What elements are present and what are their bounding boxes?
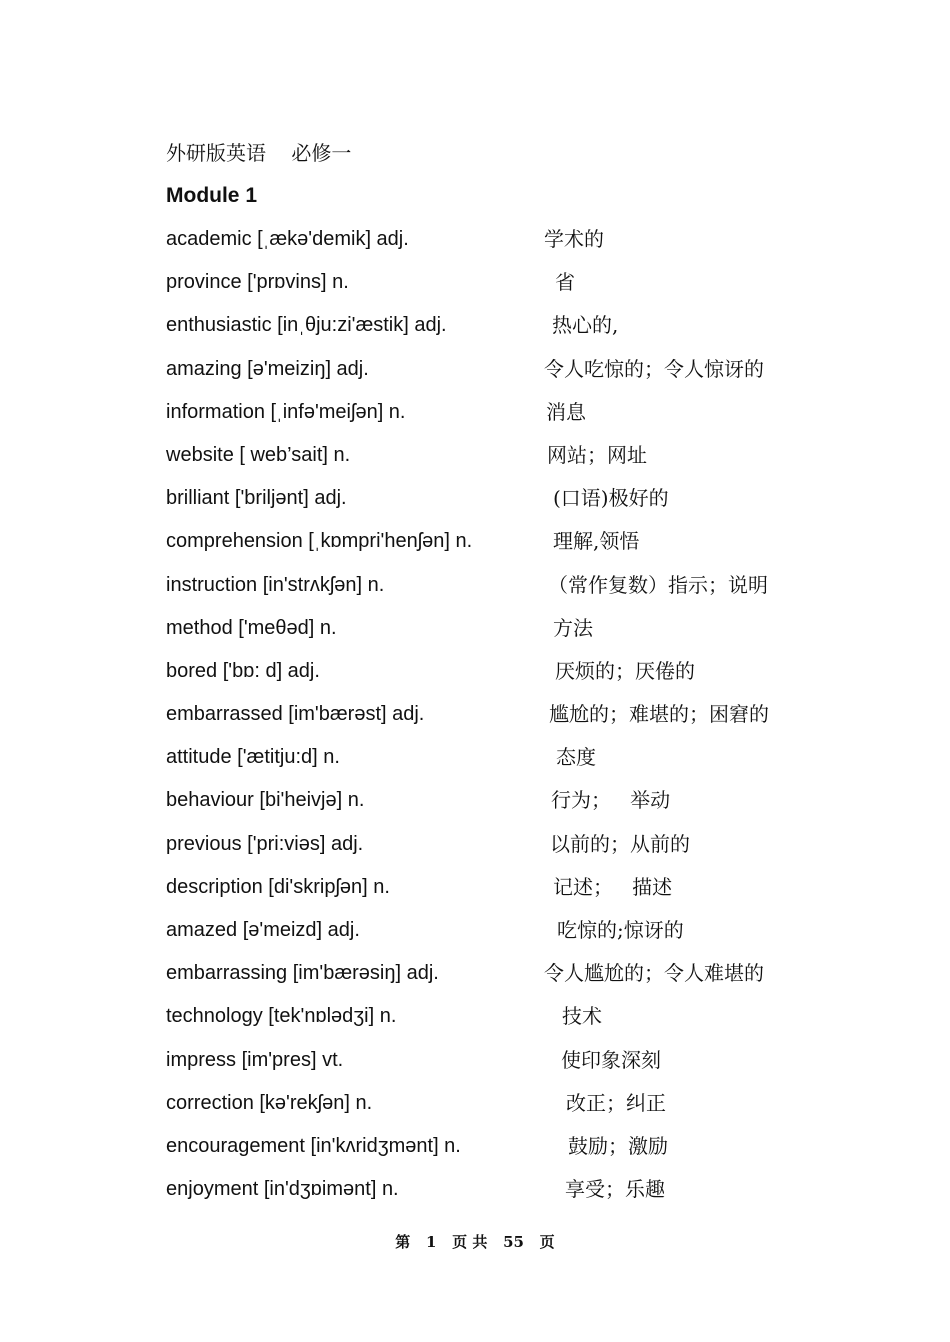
vocab-term: amazing [ə'meiziŋ] adj.: [166, 357, 369, 380]
vocab-meaning: 理解,领悟: [553, 529, 640, 554]
vocab-entry: [0, 485, 950, 528]
vocab-term: behaviour [bi'heivjə] n.: [166, 789, 365, 812]
vocab-term: enjoyment [in'dʒɒimənt] n.: [166, 1178, 399, 1201]
page-footer: [0, 1231, 950, 1253]
vocab-term: encouragement [in'kʌridʒmənt] n.: [166, 1134, 461, 1157]
vocab-meaning: 热心的,: [552, 313, 619, 338]
vocab-entry: [0, 528, 950, 571]
vocab-term: attitude ['ætitju:d] n.: [166, 746, 340, 769]
vocab-term: correction [kə'rekʃən] n.: [166, 1091, 373, 1114]
vocab-entry: [0, 572, 950, 615]
vocab-term: bored ['bɒ: d] adj.: [166, 659, 320, 682]
vocab-entry: [0, 269, 950, 312]
vocab-meaning: 令人尴尬的；令人难堪的: [544, 961, 764, 986]
vocabulary-list: [0, 226, 950, 1219]
vocab-entry: [0, 874, 950, 917]
vocab-meaning: 网站；网址: [547, 442, 647, 467]
vocab-term: amazed [ə'meizd] adj.: [166, 919, 360, 941]
vocab-term: enthusiastic [inˌθju:zi'æstik] adj.: [166, 314, 447, 337]
vocab-meaning: 技术: [562, 1004, 602, 1029]
vocab-meaning: 消息: [546, 399, 586, 424]
vocab-term: embarrassing [im'bærəsiŋ] adj.: [166, 962, 439, 985]
vocab-meaning: 改正；纠正: [566, 1090, 666, 1115]
vocab-meaning: 行为； 举动: [551, 788, 671, 813]
footer-page-number: 1: [426, 1233, 437, 1251]
vocab-meaning: (口语)极好的: [553, 486, 669, 511]
vocab-entry: [0, 1003, 950, 1046]
vocab-term: embarrassed [im'bærəst] adj.: [166, 703, 425, 726]
vocab-entry: [0, 960, 950, 1003]
vocab-meaning: 记述； 描述: [553, 874, 673, 899]
vocab-entry: [0, 701, 950, 744]
vocab-term: instruction [in'strʌkʃən] n.: [166, 573, 385, 596]
vocab-meaning: 方法: [553, 615, 593, 640]
vocab-entry: [0, 1176, 950, 1219]
vocab-meaning: 省: [555, 270, 575, 295]
vocab-term: academic [ˌækə'demik] adj.: [166, 228, 409, 250]
vocab-term: description [di'skripʃən] n.: [166, 875, 390, 898]
vocab-meaning: 鼓励；激励: [568, 1133, 668, 1158]
vocab-term: brilliant ['briljənt] adj.: [166, 487, 347, 510]
footer-total-pages: 55: [503, 1233, 524, 1251]
vocab-meaning: 令人吃惊的；令人惊讶的: [544, 356, 764, 381]
vocab-meaning: 厌烦的；厌倦的: [555, 658, 695, 683]
module-heading: Module 1: [166, 184, 258, 207]
vocab-entry: [0, 831, 950, 874]
vocab-meaning: 使印象深刻: [561, 1047, 661, 1072]
vocab-term: technology [tek'nɒlədʒi] n.: [166, 1005, 397, 1028]
vocab-entry: [0, 312, 950, 355]
vocab-meaning: 以前的；从前的: [550, 831, 690, 856]
vocab-meaning: 态度: [556, 745, 596, 770]
vocab-entry: [0, 226, 950, 269]
vocab-term: website [ web’sait] n.: [166, 443, 351, 466]
vocab-term: previous ['pri:viəs] adj.: [166, 832, 364, 855]
vocab-meaning: 吃惊的;惊讶的: [557, 918, 684, 942]
footer-page-suffix: 页: [539, 1233, 555, 1251]
vocab-entry: [0, 744, 950, 787]
vocab-entry: [0, 615, 950, 658]
vocab-meaning: 享受；乐趣: [565, 1177, 665, 1202]
vocab-entry: [0, 356, 950, 399]
document-title: 外研版英语 必修一: [166, 141, 352, 165]
vocab-entry: [0, 658, 950, 701]
vocab-entry: [0, 1047, 950, 1090]
vocab-meaning: 尴尬的；难堪的；困窘的: [549, 702, 769, 727]
vocab-term: comprehension [ˌkɒmpri'henʃən] n.: [166, 530, 473, 553]
footer-page-prefix: 第: [395, 1233, 411, 1251]
vocab-term: province ['prɒvins] n.: [166, 271, 349, 294]
footer-page-middle: 页 共: [452, 1233, 488, 1251]
vocab-meaning: 学术的: [544, 227, 604, 251]
vocab-entry: [0, 787, 950, 830]
vocab-term: method ['meθəd] n.: [166, 616, 337, 639]
vocab-meaning: （常作复数）指示；说明: [548, 572, 768, 597]
vocab-term: impress [im'pres] vt.: [166, 1048, 344, 1071]
vocab-entry: [0, 1133, 950, 1176]
vocab-entry: [0, 442, 950, 485]
vocab-entry: [0, 917, 950, 960]
vocab-entry: [0, 399, 950, 442]
vocab-term: information [ˌinfə'meiʃən] n.: [166, 400, 406, 423]
vocab-entry: [0, 1090, 950, 1133]
